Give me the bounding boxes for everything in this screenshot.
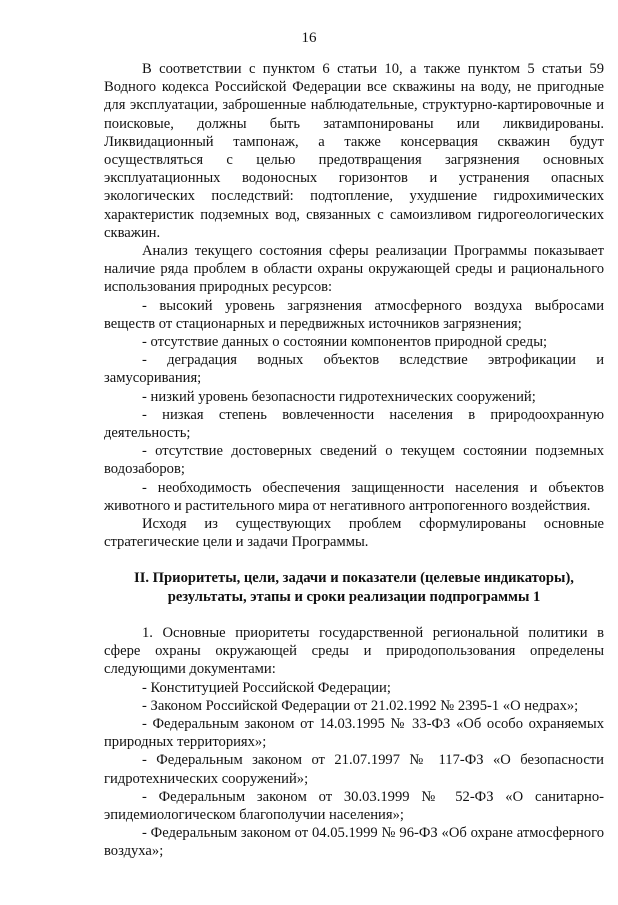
paragraph-analysis: Анализ текущего состояния сферы реализации Программы показывает наличие ряда проблем в области охраны окружающей среды и рационального использования природных ресурсов: [104,243,604,296]
problem-item-data: - отсутствие данных о состоянии компонентов природной среды; [142,334,548,351]
problem-item-involvement: - низкая степень вовлеченности населения в природоохранную деятельность; [104,406,604,442]
page-number: 16 [301,30,317,46]
paragraph-wells: В соответствии с пунктом 6 статьи 10, а также пунктом 5 статьи 59 Водного кодекса Российской Федерации все скважины на воду, не пригодные для эксплуатации, заброшенные наблюдательные, структурно-картировочные и поисковые, должны быть затампонированы или ликвидированы. Ликвидационный тампонаж, а также консервация скважин будут осуществляться с целью предотвращения загрязнения основных эксплуатационных водоносных горизонтов и устранения опасных экологических последствий: подтопление, ухудшение гидрохимических характеристик подземных вод, связанных с самоизливом гидрогеологических скважин. [104,61,604,241]
problem-item-air: - высокий уровень загрязнения атмосферного воздуха выбросами веществ от стационарных и передвижных источников загрязнения; [104,297,604,332]
document-item-protected-areas-law: - Федеральным законом от 14.03.1995 № 33-ФЗ «Об особо охраняемых природных территориях»; [104,715,604,751]
spacer [104,606,604,624]
document-item-hydrotechnical-law: - Федеральным законом от 21.07.1997 № 117-ФЗ «О безопасности гидротехнических сооружений»; [104,752,604,787]
document-item-air-law: - Федеральным законом от 04.05.1999 № 96-ФЗ «Об охране атмосферного воздуха»; [104,825,604,860]
problem-item-safety: - низкий уровень безопасности гидротехнических сооружений; [142,388,536,405]
problem-item-groundwater: - отсутствие достоверных сведений о текущем состоянии подземных водозаборов; [104,443,604,478]
section-heading: II. Приоритеты, цели, задачи и показатели (целевые индикаторы), результаты, этапы и сроки реализации подпрограммы 1 [134,570,574,605]
document-item-constitution: - Конституцией Российской Федерации; [142,679,391,696]
document-item-subsoil-law: - Законом Российской Федерации от 21.02.1992 № 2395-1 «О недрах»; [142,697,579,714]
problem-item-degradation: - деградация водных объектов вследствие эвтрофикации и замусоривания; [104,352,604,387]
paragraph-goals: Исходя из существующих проблем сформулированы основные стратегические цели и задачи Программы. [104,516,604,551]
spacer [104,551,604,569]
document-item-sanitary-law: - Федеральным законом от 30.03.1999 № 52-ФЗ «О санитарно-эпидемиологическом благополучии населения»; [104,788,604,823]
problem-item-protection: - необходимость обеспечения защищенности населения и объектов животного и растительного мира от негативного антропогенного воздействия. [104,479,604,514]
document-body [104,60,604,861]
paragraph-priorities: 1. Основные приоритеты государственной региональной политики в сфере охраны окружающей среды и природопользования определены следующими документами: [104,624,604,678]
